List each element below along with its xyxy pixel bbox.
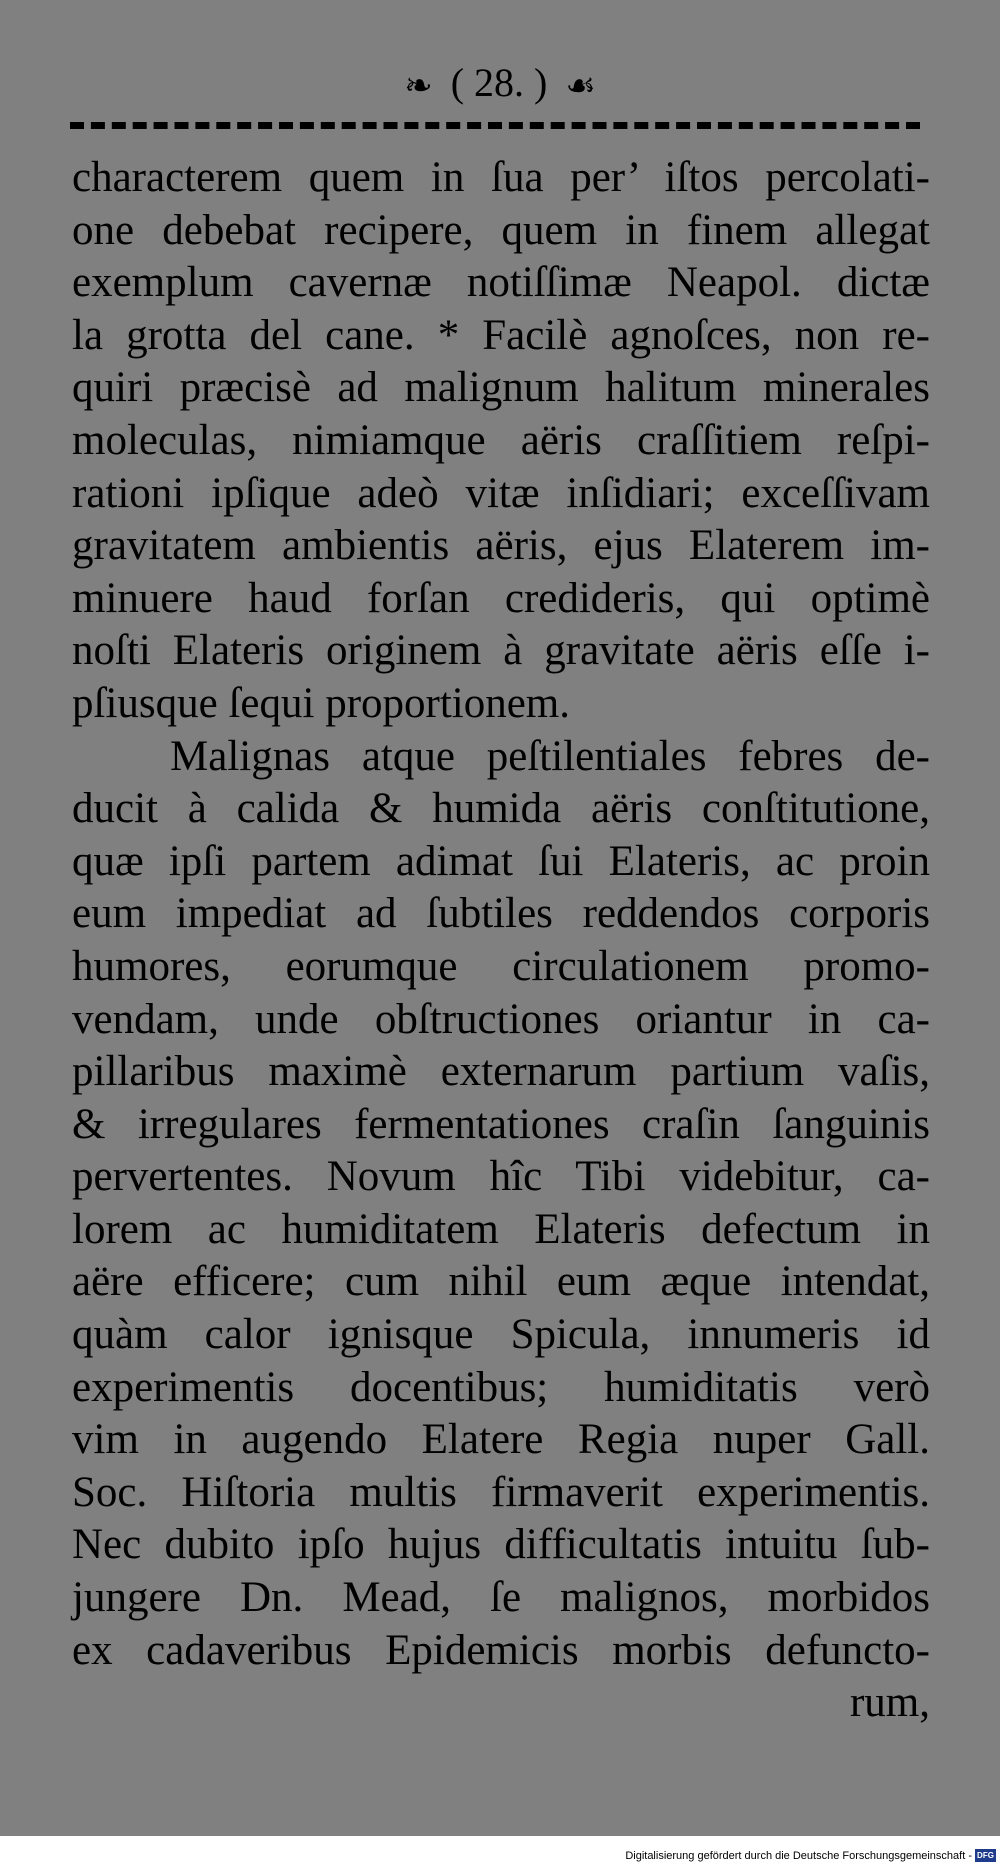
text-line: & irregulares fermentationes craſin ſanguinis [72,1100,930,1148]
text-line: jungere Dn. Mead, ſe malignos, morbidos [72,1574,930,1622]
text-line: quàm calor ignisque Spicula, innumeris id [72,1311,930,1359]
text-line: quiri præcisè ad malignum halitum minerales [72,364,930,412]
text-line: ex cadaveribus Epidemicis morbis defuncto- [72,1626,930,1674]
text-line: la grotta del cane. * Facilè agnoſces, non re- [72,311,930,359]
text-line: pillaribus maximè externarum partium vaſis, [72,1048,930,1096]
text-line: pſiusque ſequi proportionem. [72,679,571,727]
text-line: rationi ipſique adeò vitæ inſidiari; exceſſivam [72,469,930,517]
header-rule [70,122,920,129]
text-line: one debebat recipere, quem in finem allegat [72,206,930,254]
text-line: Soc. Hiſtoria multis firmaverit experimentis. [72,1468,930,1516]
text-line: aëre efficere; cum nihil eum æque intendat, [72,1258,930,1306]
right-ornament-icon: ☙ [565,67,596,105]
text-line: minuere haud forſan credideris, qui optimè [72,574,930,622]
text-line: quæ ipſi partem adimat ſui Elateris, ac proin [72,837,930,885]
text-line: exemplum cavernæ notiſſimæ Neapol. dictæ [72,259,930,307]
left-ornament-icon: ❧ [404,67,433,105]
text-line: noſti Elateris originem à gravitate aëris eſſe i- [72,627,930,675]
text-line: ducit à calida & humida aëris conſtitutione, [72,785,930,833]
text-line: Malignas atque peſtilentiales febres de- [170,732,930,780]
text-line: lorem ac humiditatem Elateris defectum in [72,1205,930,1253]
text-line: experimentis docentibus; humiditatis verò [72,1363,930,1411]
text-line: moleculas, nimiamque aëris craſſitiem reſpi- [72,416,930,464]
text-line: characterem quem in ſua per’ iſtos percolati- [72,154,930,201]
footer-credit: Digitalisierung gefördert durch die Deutsche Forschungsgemeinschaft - [625,1850,972,1862]
page-header [0,58,1000,112]
text-line: humores, eorumque circulationem promo- [72,942,930,990]
text-line: Nec dubito ipſo hujus difficultatis intuitu ſub- [72,1521,930,1569]
page-number: ( 28. ) [450,60,548,105]
body-text [72,152,930,1730]
text-line: gravitatem ambientis aëris, ejus Elaterem im- [72,522,930,570]
dfg-logo-icon: DFG [975,1849,996,1862]
catchword: rum, [849,1679,930,1727]
text-line: vendam, unde obſtructiones oriantur in ca- [72,995,930,1043]
digitization-footer [0,1836,1000,1867]
text-line: vim in augendo Elatere Regia nuper Gall. [72,1416,930,1464]
text-line: eum impediat ad ſubtiles reddendos corporis [72,890,930,938]
text-line: pervertentes. Novum hîc Tibi videbitur, ca- [72,1153,930,1201]
